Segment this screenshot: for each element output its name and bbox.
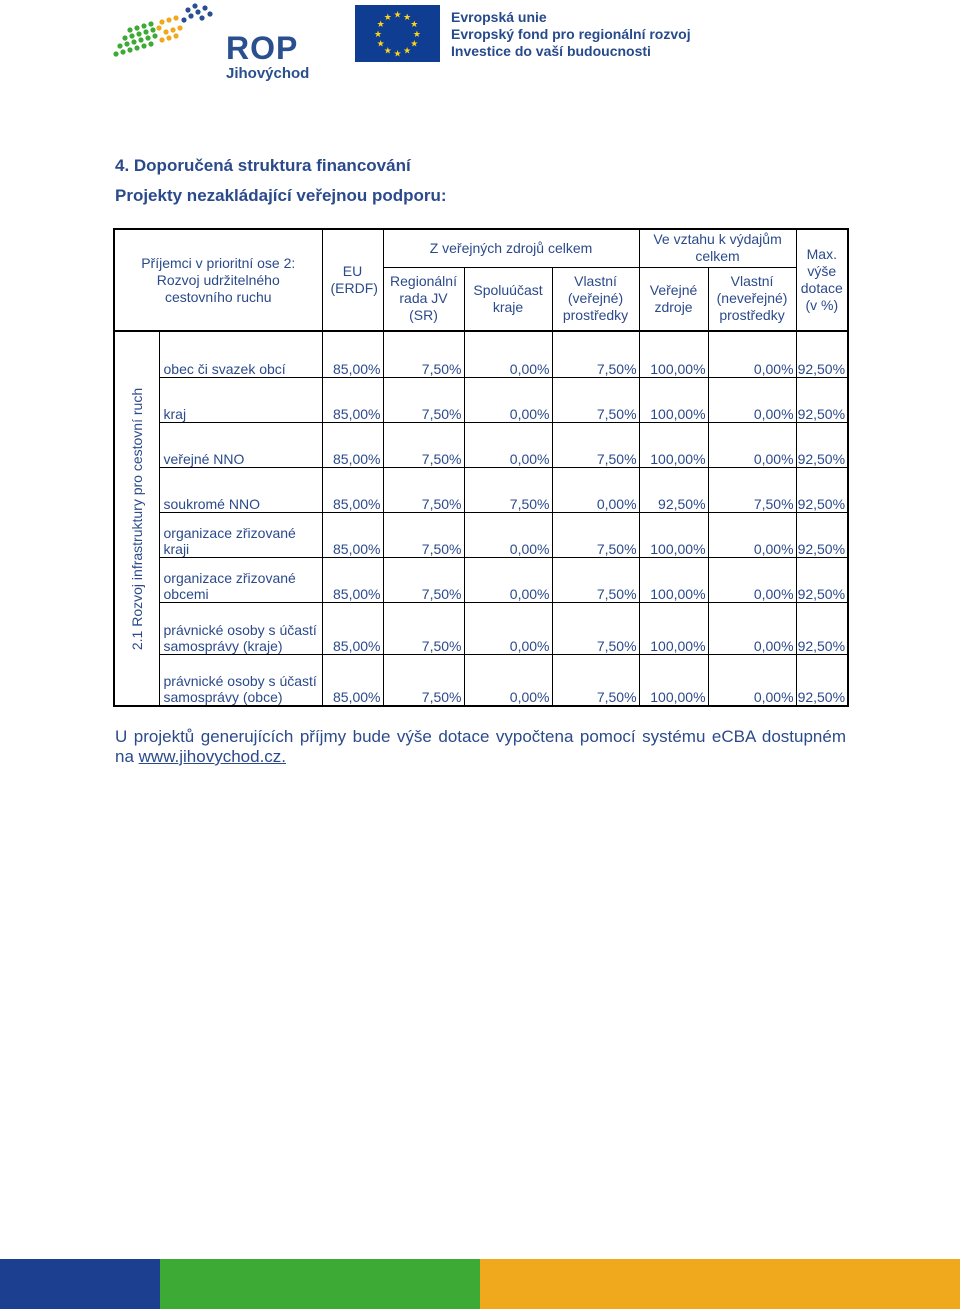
- eu-cell: 85,00%: [322, 467, 383, 512]
- public-sources-cell: 92,50%: [639, 467, 708, 512]
- regional-cell: 7,50%: [383, 557, 464, 602]
- regional-cell: 7,50%: [383, 467, 464, 512]
- svg-text:★: ★: [403, 13, 412, 24]
- header-eu-label: EU (ERDF): [330, 263, 378, 296]
- header-own-nonpublic-label: Vlastní (neveřejné) prostředky: [716, 273, 788, 324]
- header-expense-group: [639, 229, 796, 267]
- header-public-sources-label: Veřejné zdroje: [649, 281, 698, 315]
- own-public-cell: 7,50%: [552, 422, 639, 467]
- cofinance-cell: 0,00%: [464, 377, 552, 422]
- regional-cell: 7,50%: [383, 422, 464, 467]
- own-public-cell: 7,50%: [552, 654, 639, 706]
- max-cell: 92,50%: [796, 602, 848, 654]
- header-eu: [322, 229, 383, 331]
- section-title: 4. Doporučená struktura financování: [115, 156, 411, 175]
- public-sources-cell: 100,00%: [639, 602, 708, 654]
- own-nonpublic-cell: 0,00%: [708, 602, 796, 654]
- regional-cell: 7,50%: [383, 602, 464, 654]
- eu-cell: 85,00%: [322, 422, 383, 467]
- own-public-cell: 0,00%: [552, 467, 639, 512]
- header-regional: [383, 267, 464, 331]
- svg-text:★: ★: [376, 20, 385, 31]
- own-public-cell: 7,50%: [552, 331, 639, 377]
- priority-area-label: 2.1 Rozvoj infrastruktury pro cestovní ruch: [128, 387, 145, 650]
- svg-text:★: ★: [403, 46, 412, 57]
- cofinance-cell: 0,00%: [464, 602, 552, 654]
- own-public-cell: 7,50%: [552, 557, 639, 602]
- rop-jihovychod-logo: [110, 2, 315, 87]
- max-cell: 92,50%: [796, 654, 848, 706]
- public-sources-cell: 100,00%: [639, 377, 708, 422]
- recipient-cell: kraj: [159, 377, 322, 422]
- footer-green-segment: [160, 1259, 480, 1309]
- svg-text:★: ★: [393, 10, 402, 21]
- eu-cell: 85,00%: [322, 377, 383, 422]
- header-public-sources: [639, 267, 708, 331]
- eu-cell: 85,00%: [322, 512, 383, 557]
- header-cofinance-label: Spoluúčast kraje: [473, 281, 543, 315]
- footer-orange-segment: [480, 1259, 960, 1309]
- rop-logo-subtitle: Jihovýchod: [226, 65, 310, 82]
- svg-text:★: ★: [393, 49, 402, 60]
- own-public-cell: 7,50%: [552, 602, 639, 654]
- table-row: [114, 331, 848, 377]
- max-cell: 92,50%: [796, 331, 848, 377]
- cofinance-cell: 0,00%: [464, 512, 552, 557]
- max-cell: 92,50%: [796, 422, 848, 467]
- regional-cell: 7,50%: [383, 654, 464, 706]
- max-cell: 92,50%: [796, 512, 848, 557]
- svg-text:★: ★: [383, 13, 392, 24]
- svg-text:★: ★: [374, 29, 383, 40]
- svg-text:★: ★: [410, 39, 419, 50]
- footer-blue-segment: [0, 1259, 160, 1309]
- recipient-cell: obec či svazek obcí: [159, 331, 322, 377]
- eu-line-2: Evropský fond pro regionální rozvoj: [451, 26, 691, 42]
- own-nonpublic-cell: 0,00%: [708, 422, 796, 467]
- own-nonpublic-cell: 0,00%: [708, 331, 796, 377]
- recipient-cell: právnické osoby s účastí samosprávy (kraje): [159, 602, 322, 654]
- public-sources-cell: 100,00%: [639, 331, 708, 377]
- header-public-group: Z veřejných zdrojů celkem: [383, 229, 639, 267]
- recipient-cell: organizace zřizované obcemi: [159, 557, 322, 602]
- eu-cell: 85,00%: [322, 654, 383, 706]
- own-nonpublic-cell: 0,00%: [708, 377, 796, 422]
- table-row: [114, 602, 848, 654]
- recipient-cell: soukromé NNO: [159, 467, 322, 512]
- own-nonpublic-cell: 7,50%: [708, 467, 796, 512]
- cofinance-cell: 0,00%: [464, 557, 552, 602]
- header-recipients-label: Příjemci v prioritní ose 2: Rozvoj udržitelného cestovního ruchu: [141, 254, 296, 305]
- svg-text:★: ★: [412, 29, 421, 40]
- recipient-cell: organizace zřizované kraji: [159, 512, 322, 557]
- svg-text:★: ★: [376, 39, 385, 50]
- max-cell: 92,50%: [796, 377, 848, 422]
- recipient-cell: právnické osoby s účastí samosprávy (obce): [159, 654, 322, 706]
- table-row: [114, 557, 848, 602]
- rop-dots-graphic: [110, 2, 222, 64]
- eu-cell: 85,00%: [322, 602, 383, 654]
- own-public-cell: 7,50%: [552, 377, 639, 422]
- financing-structure-table: [113, 228, 849, 707]
- header-own-public-label: Vlastní (veřejné) prostředky: [562, 273, 629, 324]
- header-cofinance: [464, 267, 552, 331]
- max-cell: 92,50%: [796, 557, 848, 602]
- cofinance-cell: 0,00%: [464, 654, 552, 706]
- public-sources-cell: 100,00%: [639, 654, 708, 706]
- cofinance-cell: 7,50%: [464, 467, 552, 512]
- table-row: [114, 422, 848, 467]
- footer-color-bar: [0, 1259, 960, 1309]
- ecba-note-text: U projektů generujících příjmy bude výše dotace vypočtena pomocí systému eCBA dostupném na: [115, 727, 846, 766]
- public-sources-cell: 100,00%: [639, 557, 708, 602]
- header-own-nonpublic: [708, 267, 796, 331]
- cofinance-cell: 0,00%: [464, 422, 552, 467]
- own-nonpublic-cell: 0,00%: [708, 557, 796, 602]
- header-expense-group-label: Ve vztahu k výdajům celkem: [653, 231, 782, 265]
- header-max-subsidy-label: Max. výše dotace (v %): [800, 246, 843, 313]
- section-subtitle: Projekty nezakládající veřejnou podporu:: [115, 186, 447, 205]
- own-public-cell: 7,50%: [552, 512, 639, 557]
- eu-cell: 85,00%: [322, 331, 383, 377]
- header-recipients: [114, 229, 322, 331]
- ecba-note: [115, 727, 846, 767]
- header-own-public: [552, 267, 639, 331]
- eu-line-3: Investice do vaší budoucnosti: [451, 43, 651, 59]
- cofinance-cell: 0,00%: [464, 331, 552, 377]
- eu-cell: 85,00%: [322, 557, 383, 602]
- table-row: [114, 654, 848, 706]
- priority-area-cell: [114, 331, 159, 706]
- max-cell: 92,50%: [796, 467, 848, 512]
- jihovychod-link[interactable]: www.jihovychod.cz.: [138, 747, 287, 766]
- public-sources-cell: 100,00%: [639, 512, 708, 557]
- own-nonpublic-cell: 0,00%: [708, 654, 796, 706]
- table-row: [114, 512, 848, 557]
- eu-flag-icon: [355, 5, 440, 62]
- eu-line-1: Evropská unie: [451, 9, 547, 25]
- public-sources-cell: 100,00%: [639, 422, 708, 467]
- eu-logo-text: [451, 9, 691, 60]
- table-body: [114, 331, 848, 706]
- own-nonpublic-cell: 0,00%: [708, 512, 796, 557]
- recipient-cell: veřejné NNO: [159, 422, 322, 467]
- table-row: [114, 467, 848, 512]
- regional-cell: 7,50%: [383, 331, 464, 377]
- svg-text:★: ★: [410, 20, 419, 31]
- table-row: [114, 377, 848, 422]
- svg-text:★: ★: [383, 46, 392, 57]
- regional-cell: 7,50%: [383, 512, 464, 557]
- header-regional-label: Regionální rada JV (SR): [390, 273, 457, 324]
- rop-logo-title: ROP: [226, 30, 299, 66]
- header-max-subsidy: [796, 229, 848, 331]
- regional-cell: 7,50%: [383, 377, 464, 422]
